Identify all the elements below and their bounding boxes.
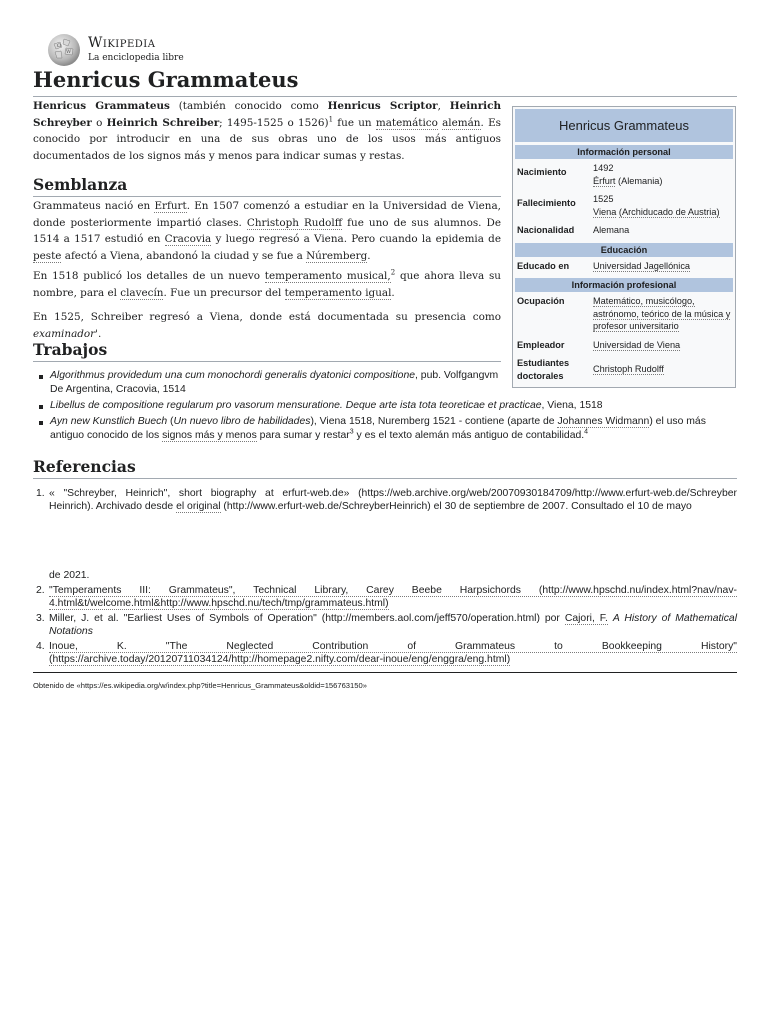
para-text: y luego regresó a Viena. Pero cuando la epidemia de [211,233,501,245]
reference-text: (http://www.erfurt-web.de/SchreyberHeinrich) el 30 de septiembre de 2007. Consultado el 10 de mayo [220,501,692,512]
link-erfurt[interactable]: Erfurt [154,200,187,212]
heading-trabajos: Trabajos [33,340,108,359]
intro-text: o [91,116,107,129]
link-clavecin[interactable]: clavecín [120,286,164,299]
reference-number: 2. [36,585,45,596]
work-title: Ayn new Kunstlich Buech [50,416,168,427]
list-item [33,399,737,413]
link-cracovia[interactable]: Cracovia [164,233,212,245]
permanent-link[interactable]: https://es.wikipedia.org/w/index.php?title=Henricus_Grammateus&oldid=156763150 [80,681,363,690]
infobox-row-education [515,257,733,276]
section-divider [33,196,501,197]
section-divider [33,361,501,362]
reference-text: de 2021. [49,570,90,581]
ref-link[interactable]: 1 [328,115,334,124]
link-christoph-rudolff[interactable]: Christoph Rudolff [246,216,343,229]
intro-text: . Es conocido por introducir en una de sus obras uno de los usos más antiguos documentados de los signos más y menos para indicar sumas y restas. [33,116,501,162]
intro-paragraph [33,98,501,164]
title-divider [33,96,737,97]
work-details: para sumar y restar [256,430,350,441]
reference-item [33,612,737,638]
infobox-title: Henricus Grammateus [515,109,733,142]
references-list [33,487,737,515]
work-details: y es el texto alemán más antiguo de contabilidad. [353,430,585,441]
intro-alias: Heinrich Schreiber [106,116,220,129]
link-universidad-jagellonica[interactable]: Universidad Jagellónica [593,260,691,271]
link-signos-mas-menos[interactable]: signos más y menos [162,430,257,441]
infobox-section-professional: Información profesional [515,278,733,292]
footer-text: » [362,681,367,690]
link-cajori[interactable]: Cajori, F. [564,613,608,624]
link-johannes-widmann[interactable]: Johannes Widmann [557,416,650,427]
list-item [33,415,737,443]
ref-link[interactable]: 4 [584,428,589,436]
para-text: . [98,327,102,340]
infobox-value [593,162,731,187]
intro-alias: Heinrich Schreyber [33,100,501,129]
work-title: Libellus de compositione regularum pro vasorum mensuratione. Deque arte ista tota teoreticae et practicae [50,400,542,411]
work-details: ), Viena 1518, Nuremberg 1521 - contiene (aparte de [310,416,558,427]
reference-item [33,584,737,610]
svg-text:W: W [66,49,72,55]
para-text: En 1525, Schreiber regresó a Viena, donde está documentada su presencia como [33,311,501,323]
reference-title: A History of Mathematical Notations [49,613,738,637]
link-el-original[interactable]: el original [176,501,221,512]
infobox-value [593,193,731,218]
link-christoph-rudolff[interactable]: Christoph Rudolff [593,364,664,375]
link-temperamento-igual[interactable]: temperamento igual [284,286,392,299]
infobox-row-birth [515,159,733,190]
link-temperamento-musical[interactable]: temperamento musical, [264,270,391,282]
infobox-label: Ocupación [517,296,565,306]
link-nuremberg[interactable]: Núremberg [306,249,368,262]
para-emphasis: examinador' [33,327,98,340]
para-text: afectó a Viena, abandonó la ciudad y se fue a [61,249,307,262]
para-text: . [367,249,371,262]
footer-divider [33,672,737,673]
infobox-label: Empleador [517,339,565,350]
heading-referencias: Referencias [33,457,136,476]
link-erfurt[interactable]: Érfurt [593,175,616,186]
intro-alias: Henricus Scriptor [327,100,438,112]
semblanza-paragraph-2 [33,268,501,301]
work-details: , pub. Volfgangvm De Argentina, Cracovia, 1514 [50,370,499,395]
infobox-value: Alemana [593,225,630,235]
intro-text: (también conocido como [169,100,328,112]
infobox-section-personal: Información personal [515,145,733,159]
ref-link[interactable]: 3 [349,428,354,436]
page-title: Henricus Grammateus [33,67,299,92]
work-subtitle: Un nuevo libro de habilidades [173,416,311,427]
link-viena[interactable]: Viena [593,206,617,217]
para-text: . [391,286,395,299]
infobox [512,106,736,388]
retrieved-from [33,681,367,691]
section-divider [33,478,737,479]
para-text: . En 1507 comenzó a estudiar en la Universidad de Viena, donde posteriormente impartió clases. [33,200,501,229]
intro-name: Henricus Grammateus [33,100,170,112]
reference-link[interactable]: Miller, J. et al. "Earliest Uses of Symbols of Operation" (http://members.aol.com/jeff570/operation.html) por [49,613,565,624]
birth-region: (Alemania) [618,175,663,186]
semblanza-paragraph-3 [33,309,501,342]
wikipedia-wordmark: Wikipedia [88,35,156,51]
infobox-label: Fallecimiento [517,198,576,208]
reference-link[interactable]: "Temperaments III: Grammateus", Technical Library, Carey Beebe Harpsichords (http://www.hpschd.nu/index.html?nav/nav-4.html&t/welcome.html&http://www.hpschd.nu/tech/tmp/grammateus.html) [49,585,737,609]
intro-text: , [437,100,450,112]
reference-number: 1. [36,488,45,499]
references-list-continued [33,569,737,668]
work-details: ( [167,416,174,427]
para-text: fue uno de sus alumnos. De 1514 a 1517 estudió en [33,216,501,245]
intro-text: ; 1495-1525 o 1526) [219,116,329,129]
work-title: Algorithmus providedum una cum monochordi generalis dyatonici compositione [50,370,416,381]
infobox-label: Nacionalidad [517,225,575,235]
ref-link[interactable]: 2 [390,268,396,277]
birth-year: 1492 [593,163,614,173]
infobox-row-occupation [515,292,733,336]
infobox-row-employer [515,336,733,355]
link-peste[interactable]: peste [33,249,62,262]
link-ocupacion[interactable]: Matemático, musicólogo, astrónomo, teórico de la música y profesor universitario [593,296,731,331]
intro-text: fue un [333,116,376,129]
para-text: En 1518 publicó los detalles de un nuevo [33,270,265,282]
infobox-section-education: Educación [515,243,733,257]
work-details: ) el uso más antiguo conocido de los [50,416,706,441]
reference-number: 4. [36,641,45,652]
para-text: . Fue un precursor del [163,286,285,299]
para-text: Grammateus nació en [33,200,155,212]
link-archiducado[interactable]: (Archiducado de Austria) [618,206,720,217]
infobox-label: Educado en [517,260,570,271]
reference-link[interactable]: Inoue, K. "The Neglected Contribution of Grammateus to Bookkeeping History" (https://archive.today/20120711034124/http://homepage2.nifty.com/dear-inoue/eng/enggra/eng.html) [49,641,737,665]
reference-item [33,640,737,666]
reference-item [33,569,737,582]
wikipedia-globe-logo[interactable] [46,32,82,68]
footer-text: Obtenido de « [33,681,81,690]
reference-link[interactable]: « "Schreyber, Heinrich", short biography at erfurt-web.de» (https://web.archive.org/web/20070930184709/http://www.erfurt-web.de/Schreyber Heinrich). Archivado desde [49,488,737,512]
link-aleman[interactable]: alemán [442,116,481,129]
link-universidad-viena[interactable]: Universidad de Viena [593,339,681,350]
list-item [33,369,506,397]
work-details: , Viena, 1518 [541,400,603,411]
semblanza-paragraph-1 [33,198,501,264]
svg-text:Ω: Ω [57,43,62,49]
infobox-label: Nacimiento [517,167,567,177]
infobox-row-death [515,190,733,221]
death-year: 1525 [593,194,614,204]
heading-semblanza: Semblanza [33,175,128,194]
wikipedia-tagline: La enciclopedia libre [88,53,184,63]
works-list [33,369,737,445]
para-text: que ahora lleva su nombre, para el [33,270,501,299]
infobox-row-nationality [515,221,733,240]
reference-item [33,487,737,513]
reference-number: 3. [36,613,45,624]
link-matematico[interactable]: matemático [375,116,438,129]
infobox-label: Estudiantes doctorales [517,358,570,381]
